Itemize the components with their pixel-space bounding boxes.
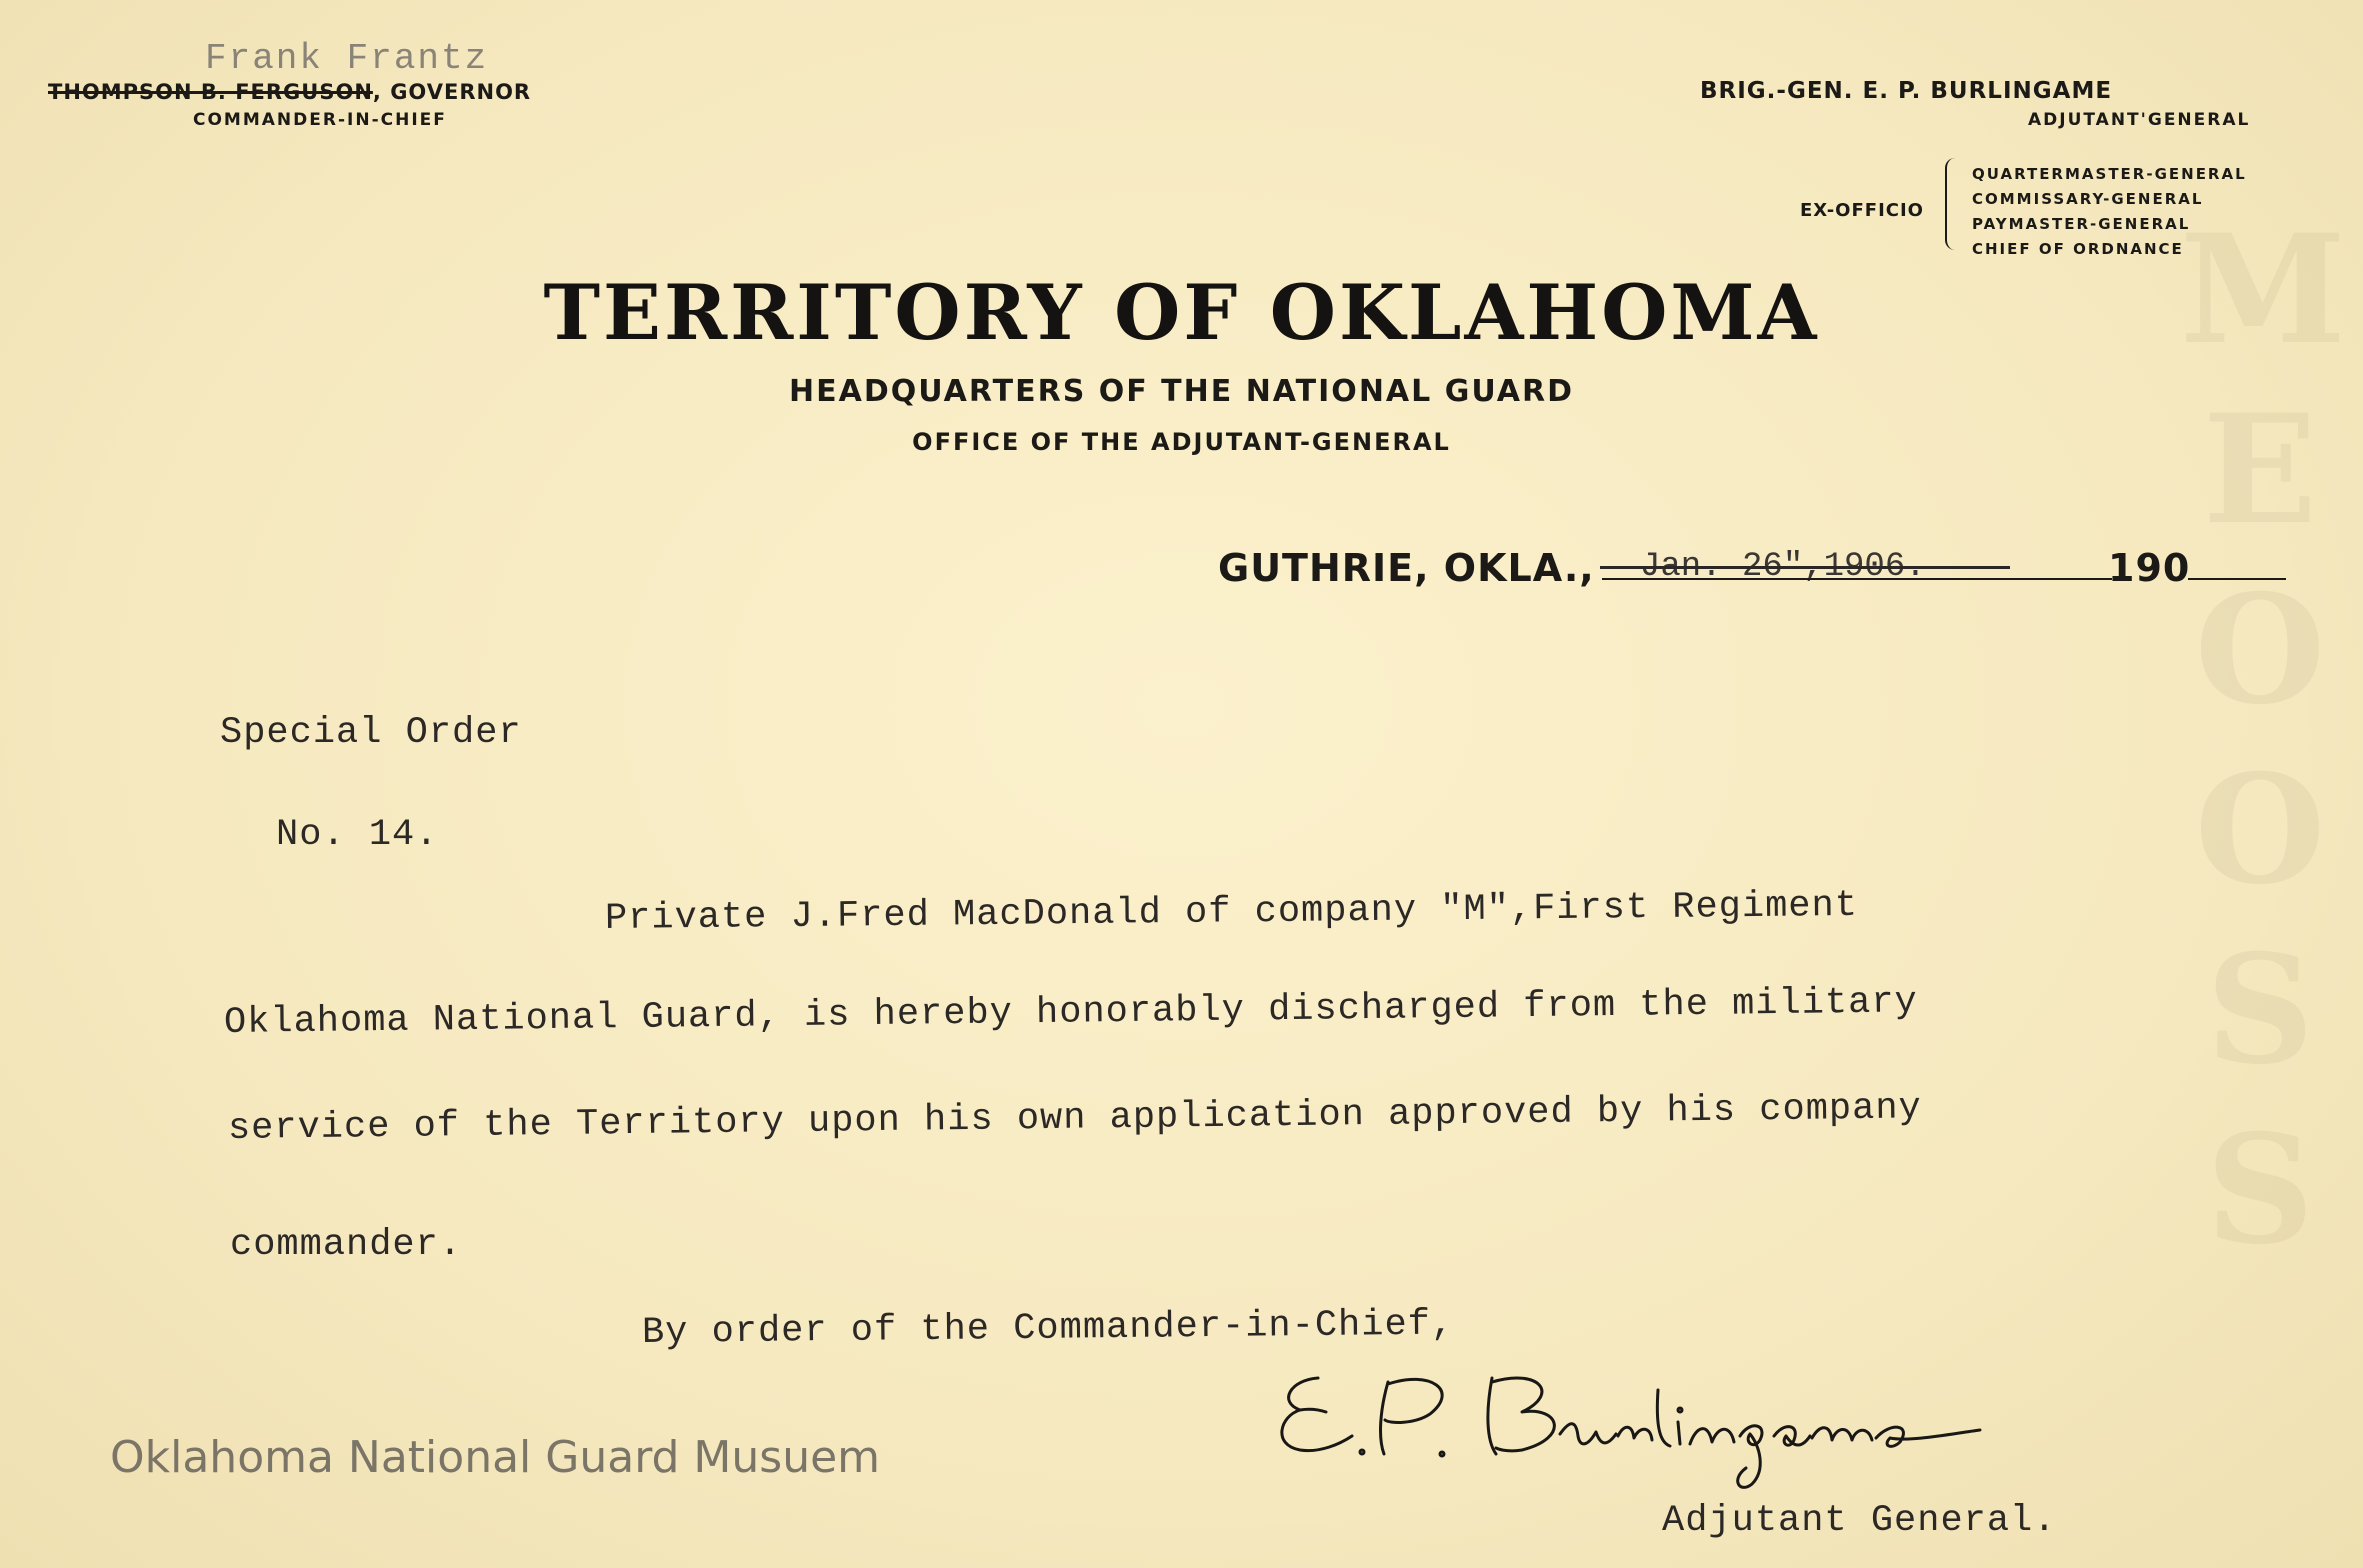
role-item: CHIEF OF ORDNANCE	[1972, 240, 2184, 258]
governor-suffix: , GOVERNOR	[372, 80, 532, 104]
year-prefix: 190	[2108, 546, 2191, 590]
role-item: COMMISSARY-GENERAL	[1972, 190, 2204, 208]
role-item: PAYMASTER-GENERAL	[1972, 215, 2191, 233]
date-strikethrough	[1600, 566, 2010, 569]
headquarters-subtitle: HEADQUARTERS OF THE NATIONAL GUARD	[789, 374, 1574, 409]
order-line: commander.	[230, 1224, 463, 1266]
typed-governor-name: Frank Frantz	[205, 38, 489, 79]
office-subtitle: OFFICE OF THE ADJUTANT-GENERAL	[912, 428, 1451, 456]
place-label: GUTHRIE, OKLA.,	[1218, 546, 1595, 590]
museum-watermark: Oklahoma National Guard Musuem	[110, 1432, 881, 1483]
territory-title: TERRITORY OF OKLAHOMA	[543, 268, 1820, 357]
embossed-seal: M E O O S S	[2180, 202, 2347, 1278]
adjutant-general-name: BRIG.-GEN. E. P. BURLINGAME	[1700, 78, 2113, 104]
closing-line: By order of the Commander-in-Chief,	[641, 1303, 1455, 1354]
handwritten-signature	[1260, 1350, 2100, 1500]
ex-officio-roles	[1972, 162, 2247, 262]
order-line: Private J.Fred MacDonald of company "M",First Regiment	[604, 884, 1859, 940]
ex-officio-label: EX-OFFICIO	[1800, 200, 1924, 221]
governor-line	[48, 80, 531, 104]
commander-title: COMMANDER-IN-CHIEF	[193, 110, 447, 130]
struck-governor-name: THOMPSON B. FERGUSON	[48, 80, 373, 104]
curly-brace	[1945, 158, 1957, 250]
year-underline	[2188, 578, 2286, 580]
role-item: QUARTERMASTER-GENERAL	[1972, 165, 2247, 183]
date-underline	[1602, 578, 2112, 580]
order-number: No. 14.	[276, 814, 439, 856]
signer-title: Adjutant General.	[1662, 1500, 2057, 1542]
order-label: Special Order	[220, 712, 522, 754]
order-line: service of the Territory upon his own application approved by his company	[227, 1087, 1923, 1150]
typed-date: Jan. 26",1906.	[1640, 548, 1926, 586]
adjutant-general-title: ADJUTANT'GENERAL	[2028, 110, 2251, 130]
order-line: Oklahoma National Guard, is hereby honorably discharged from the military	[223, 981, 1919, 1044]
